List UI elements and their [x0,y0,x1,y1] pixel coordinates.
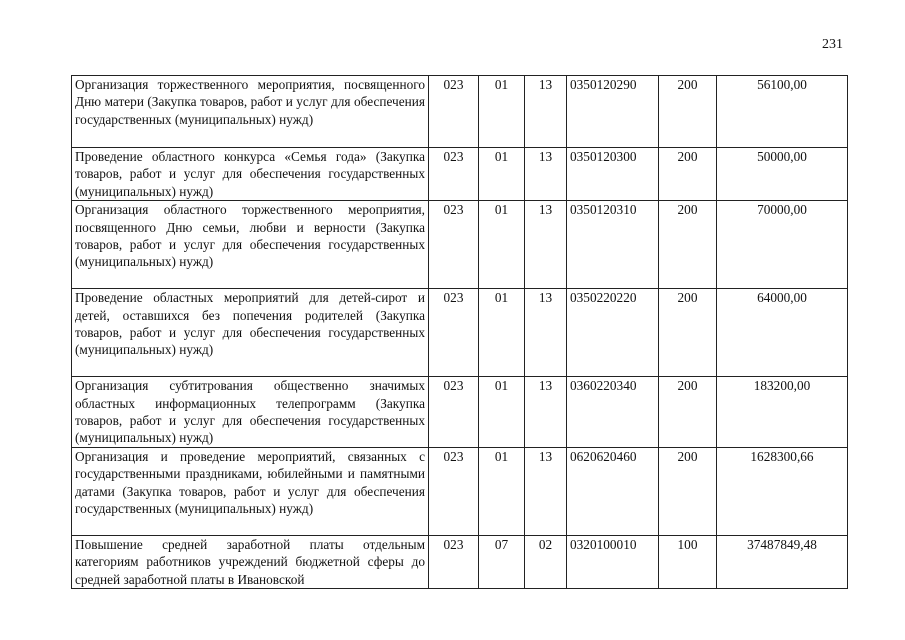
row-amount: 70000,00 [717,201,848,289]
row-grbs-code: 023 [429,289,479,377]
row-amount: 56100,00 [717,76,848,148]
row-target-code: 0620620460 [567,447,659,535]
row-amount: 64000,00 [717,289,848,377]
row-amount: 1628300,66 [717,447,848,535]
row-section-code: 01 [479,289,525,377]
row-target-code: 0350120310 [567,201,659,289]
row-amount: 183200,00 [717,377,848,448]
row-grbs-code: 023 [429,148,479,201]
page-number: 231 [822,37,843,52]
row-subsection-code: 13 [525,148,567,201]
row-section-code: 01 [479,447,525,535]
table-row [72,148,848,201]
row-description: Организация торжественного мероприятия, посвященного Дню матери (Закупка товаров, работ и услуг для обеспечения государственных (муниципальных) нужд) [72,76,429,148]
row-target-code: 0350220220 [567,289,659,377]
row-grbs-code: 023 [429,377,479,448]
row-expense-type: 200 [659,377,717,448]
row-amount: 37487849,48 [717,535,848,588]
table-row [72,76,848,148]
row-description: Организация и проведение мероприятий, связанных с государственными праздниками, юбилейными и памятными датами (Закупка товаров, работ и услуг для обеспечения государственных (муниципальных) нужд) [72,447,429,535]
row-section-code: 01 [479,377,525,448]
table-row [72,289,848,377]
table-row [72,535,848,588]
row-expense-type: 200 [659,76,717,148]
row-grbs-code: 023 [429,76,479,148]
row-expense-type: 200 [659,447,717,535]
row-grbs-code: 023 [429,535,479,588]
row-target-code: 0320100010 [567,535,659,588]
row-expense-type: 100 [659,535,717,588]
row-subsection-code: 13 [525,289,567,377]
row-expense-type: 200 [659,289,717,377]
budget-table [71,75,848,589]
row-target-code: 0360220340 [567,377,659,448]
row-subsection-code: 02 [525,535,567,588]
row-grbs-code: 023 [429,201,479,289]
row-grbs-code: 023 [429,447,479,535]
row-description: Организация областного торжественного мероприятия, посвященного Дню семьи, любви и верности (Закупка товаров, работ и услуг для обеспечения государственных (муниципальных) нужд) [72,201,429,289]
row-description: Повышение средней заработной платы отдельным категориям работников учреждений бюджетной сферы до средней заработной платы в Ивановской [72,535,429,588]
row-subsection-code: 13 [525,76,567,148]
table-row [72,447,848,535]
row-description: Проведение областных мероприятий для детей-сирот и детей, оставшихся без попечения родителей (Закупка товаров, работ и услуг для обеспечения государственных (муниципальных) нужд) [72,289,429,377]
row-target-code: 0350120300 [567,148,659,201]
row-description: Проведение областного конкурса «Семья года» (Закупка товаров, работ и услуг для обеспечения государственных (муниципальных) нужд) [72,148,429,201]
row-expense-type: 200 [659,148,717,201]
row-section-code: 01 [479,76,525,148]
row-target-code: 0350120290 [567,76,659,148]
row-expense-type: 200 [659,201,717,289]
row-section-code: 01 [479,148,525,201]
table-row [72,201,848,289]
row-subsection-code: 13 [525,377,567,448]
row-amount: 50000,00 [717,148,848,201]
row-description: Организация субтитрования общественно значимых областных информационных телепрограмм (Закупка товаров, работ и услуг для обеспечения государственных (муниципальных) нужд) [72,377,429,448]
table-row [72,377,848,448]
row-section-code: 01 [479,201,525,289]
row-subsection-code: 13 [525,201,567,289]
row-section-code: 07 [479,535,525,588]
row-subsection-code: 13 [525,447,567,535]
